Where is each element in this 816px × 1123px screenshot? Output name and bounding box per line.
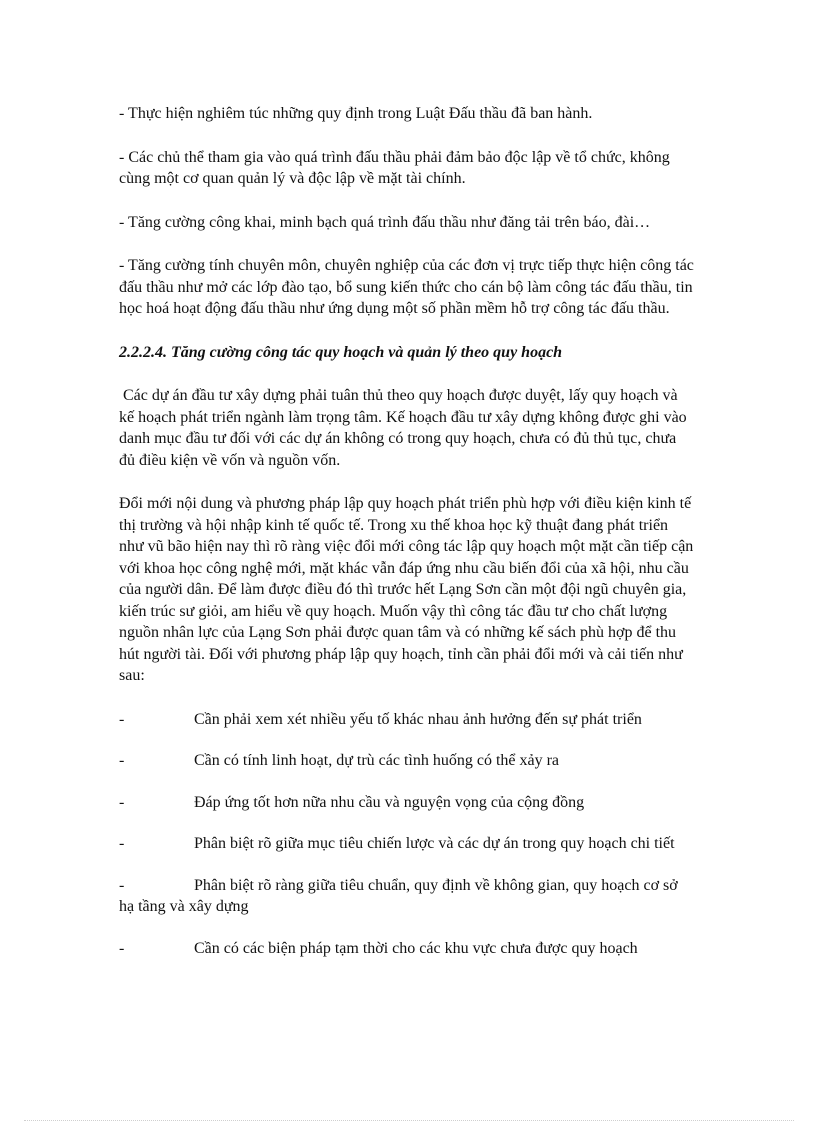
- list-item: [119, 750, 695, 772]
- list-dash: -: [119, 710, 125, 728]
- list-dash: -: [119, 835, 125, 852]
- paragraph-planning-innovation: Đổi mới nội dung và phương pháp lập quy hoạch phát triển phù hợp với điều kiện kinh tế thị trường và hội nhập kinh tế quốc tế. Trong xu thế khoa học kỹ thuật đang phát triển như vũ bão hiện nay thì rõ ràng việc đổi mới công tác lập quy hoạch một mặt cần tiếp cận với khoa học công nghệ mới, mặt khác vẫn đáp ứng nhu cầu biến đổi của xã hội, nhu cầu của người dân. Để làm được điều đó thì trước hết Lạng Sơn cần một đội ngũ chuyên gia, kiến trúc sư giỏi, am hiểu về quy hoạch. Muốn vậy thì công tác đầu tư cho chất lượng nguồn nhân lực của Lạng Sơn phải được quan tâm và có những kế sách phù hợp để thu hút người tài. Đối với phương pháp lập quy hoạch, tỉnh cần phải đổi mới và cải tiến như sau:: [119, 495, 694, 684]
- list-item-text: Cần có tính linh hoạt, dự trù các tình huống có thể xảy ra: [194, 752, 560, 769]
- list-item: [119, 709, 695, 731]
- paragraph-professionalism: - Tăng cường tính chuyên môn, chuyên nghiệp của các đơn vị trực tiếp thực hiện công tác đấu thầu như mở các lớp đào tạo, bổ sung kiến thức cho cán bộ làm công tác đấu thầu, tin học hoá hoạt động đấu thầu như ứng dụng một số phần mềm hỗ trợ công tác đấu thầu.: [119, 257, 694, 317]
- list-item-text: Cần phải xem xét nhiều yếu tố khác nhau ảnh hưởng đến sự phát triển: [194, 710, 642, 728]
- list-dash: -: [119, 939, 125, 957]
- list-item: [119, 938, 695, 960]
- page-bottom-rule: [24, 1120, 794, 1121]
- list-dash: -: [119, 876, 125, 894]
- section-heading: 2.2.2.4. Tăng cường công tác quy hoạch và quản lý theo quy hoạch: [119, 343, 563, 361]
- list-item: [119, 833, 695, 855]
- document-body: [119, 103, 695, 979]
- list-item-text: Phân biệt rõ ràng giữa tiêu chuẩn, quy định về không gian, quy hoạch cơ sở hạ tầng và xây dựng: [119, 876, 678, 915]
- paragraph-transparency: - Tăng cường công khai, minh bạch quá trình đấu thầu như đăng tải trên báo, đài…: [119, 213, 651, 231]
- list-item: [119, 792, 695, 814]
- list-item-text: Phân biệt rõ giữa mục tiêu chiến lược và các dự án trong quy hoạch chi tiết: [194, 835, 675, 852]
- list-dash: -: [119, 793, 125, 811]
- paragraph-implement-law: - Thực hiện nghiêm túc những quy định trong Luật Đấu thầu đã ban hành.: [119, 105, 593, 122]
- list-dash: -: [119, 752, 125, 769]
- list-item-text: Đáp ứng tốt hơn nữa nhu cầu và nguyện vọng của cộng đồng: [194, 793, 585, 811]
- paragraph-planning-compliance: Các dự án đầu tư xây dựng phải tuân thủ theo quy hoạch được duyệt, lấy quy hoạch và kế hoạch phát triển ngành làm trọng tâm. Kế hoạch đầu tư xây dựng không được ghi vào danh mục đầu tư đối với các dự án không có trong quy hoạch, chưa có đủ thủ tục, chưa đủ điều kiện về vốn và nguồn vốn.: [119, 387, 691, 469]
- list-item-text: Cần có các biện pháp tạm thời cho các khu vực chưa được quy hoạch: [194, 939, 638, 957]
- paragraph-independence: - Các chủ thể tham gia vào quá trình đấu thầu phải đảm bảo độc lập về tổ chức, không cùng một cơ quan quản lý và độc lập về mặt tài chính.: [119, 148, 670, 187]
- list-item: [119, 875, 695, 918]
